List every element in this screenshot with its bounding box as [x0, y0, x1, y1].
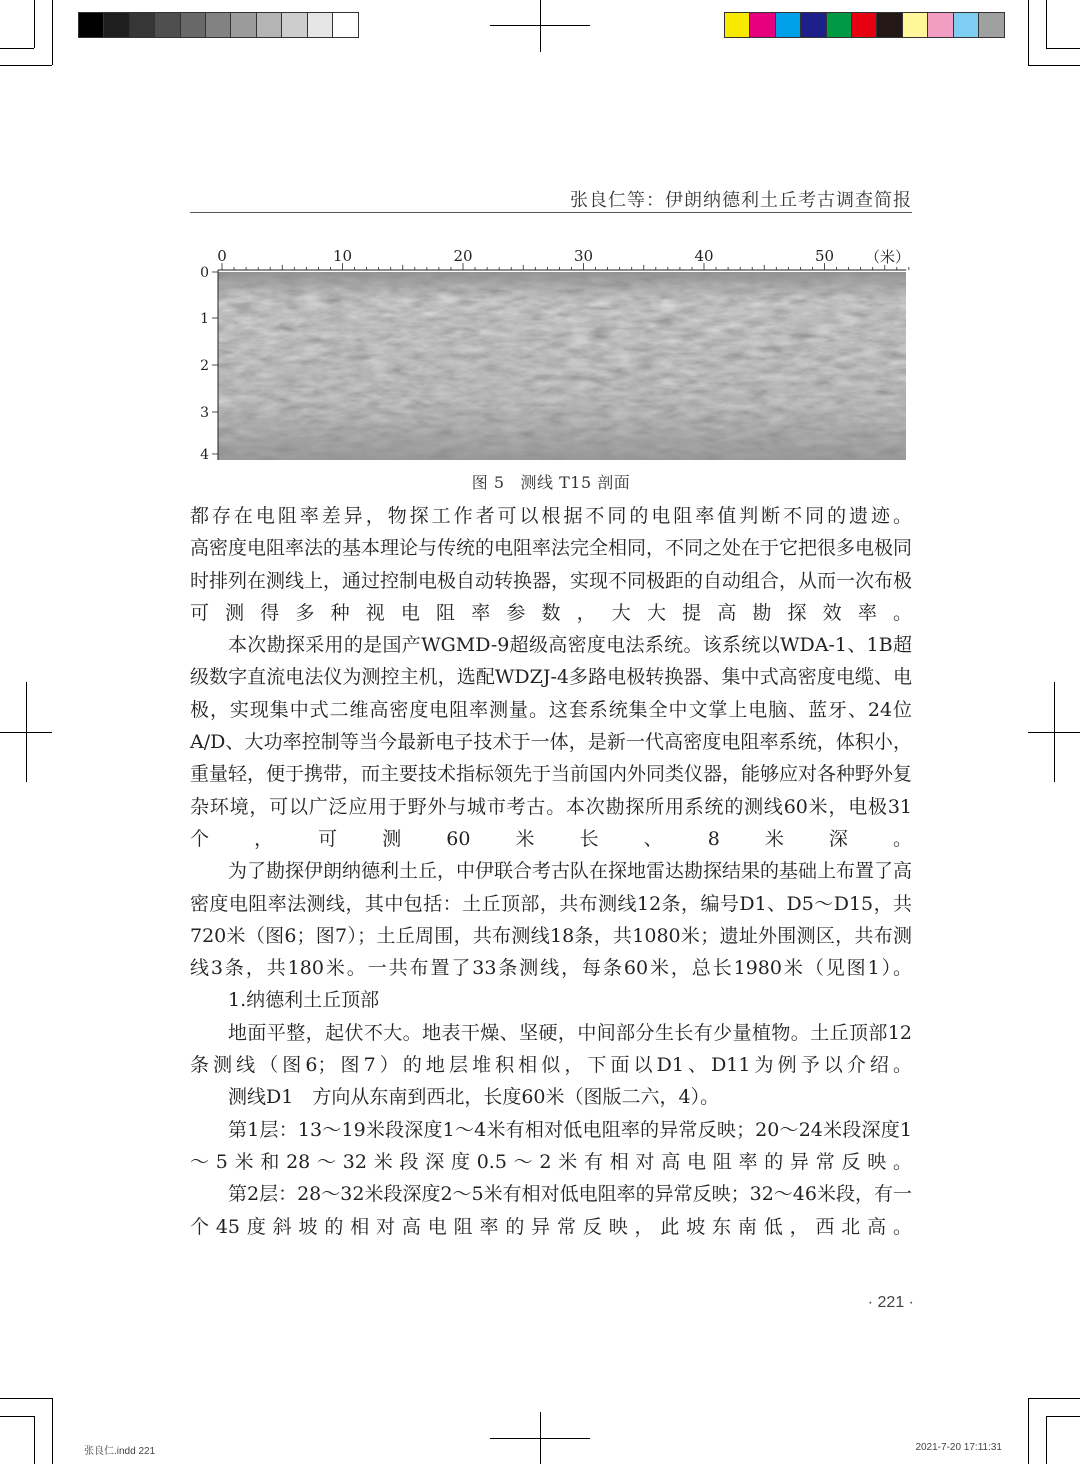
x-tick-label: 20 — [453, 247, 473, 265]
paragraph: 为了勘探伊朗纳德利土丘，中伊联合考古队在探地雷达勘探结果的基础上布置了高密度电阻率法测线，其中包括：土丘顶部，共布测线12条，编号D1、D5～D15，共720米（图6；图7）；土丘周围，共布测线18条，共1080米；遗址外围测区，共布测线3条，共180米。一共布置了33条测线，每条60米，总长1980米（见图1）。 — [190, 860, 913, 980]
y-tick-label: 2 — [200, 358, 209, 374]
x-tick-label: 0 — [217, 247, 227, 265]
body-text — [190, 500, 912, 1243]
paragraph: 都存在电阻率差异，物探工作者可以根据不同的电阻率值判断不同的遗迹。 — [190, 505, 912, 527]
calibration-swatch — [750, 13, 775, 37]
calibration-swatch — [725, 13, 750, 37]
y-tick-labels — [200, 265, 218, 462]
calibration-swatch — [827, 13, 852, 37]
calibration-swatch — [903, 13, 928, 37]
calibration-swatch — [282, 13, 307, 37]
x-tick-label: 10 — [332, 247, 353, 265]
paragraph: 第2层：28～32米段深度2～5米有相对低电阻率的异常反映；32～46米段，有一个45度斜坡的相对高电阻率的异常反映，此坡东南低，西北高。 — [190, 1183, 912, 1238]
calibration-swatch — [979, 13, 1004, 37]
slug-filename: 张良仁.indd 221 — [84, 1446, 156, 1457]
calibration-swatch — [308, 13, 333, 37]
slug-timestamp: 2021-7-20 17:11:31 — [915, 1442, 1002, 1453]
x-tick-label: 50 — [814, 247, 835, 265]
calibration-swatch — [852, 13, 877, 37]
y-tick-label: 1 — [200, 311, 209, 327]
grayscale-calibration-bar — [78, 12, 359, 38]
x-tick-label: 30 — [573, 247, 594, 265]
figure-number: 图 5 — [471, 473, 505, 492]
calibration-swatch — [877, 13, 902, 37]
calibration-swatch — [954, 13, 979, 37]
y-tick-label: 0 — [200, 265, 209, 281]
calibration-swatch — [104, 13, 129, 37]
calibration-swatch — [333, 13, 358, 37]
calibration-swatch — [257, 13, 282, 37]
x-tick-label: 40 — [694, 247, 714, 265]
y-tick-label: 4 — [200, 447, 209, 462]
calibration-swatch — [206, 13, 231, 37]
calibration-swatch — [130, 13, 155, 37]
calibration-swatch — [801, 13, 826, 37]
y-tick-label: 3 — [200, 405, 209, 421]
color-calibration-bar — [724, 12, 1005, 38]
figure-caption — [190, 470, 912, 493]
calibration-swatch — [79, 13, 104, 37]
calibration-swatch — [776, 13, 801, 37]
running-head: 张良仁等：伊朗纳德利土丘考古调查简报 — [570, 190, 912, 211]
paragraph: 地面平整，起伏不大。地表干燥、坚硬，中间部分生长有少量植物。土丘顶部12条测线（图6；图7）的地层堆积相似，下面以D1、D11为例予以介绍。 — [190, 1021, 912, 1077]
calibration-swatch — [231, 13, 256, 37]
paragraph: 第1层：13～19米段深度1～4米有相对低电阻率的异常反映；20～24米段深度1～5米和28～32米段深度0.5～2米有相对高电阻率的异常反映。 — [190, 1118, 912, 1173]
profile-image — [218, 272, 906, 460]
paragraph: 高密度电阻率法的基本理论与传统的电阻率法完全相同，不同之处在于它把很多电极同时排列在测线上，通过控制电极自动转换器，实现不同极距的自动组合，从而一次布极可测得多种视电阻率参数，大大提高勘探效率。 — [190, 537, 913, 624]
paragraph: 本次勘探采用的是国产WGMD-9超级高密度电法系统。该系统以WDA-1、1B超级数字直流电法仪为测控主机，选配WDZJ-4多路电极转换器、集中式高密度电缆、电极，实现集中式二维高密度电阻率测量。这套系统集全中文掌上电脑、蓝牙、24位A/D、大功率控制等当今最新电子技术于一体，是新一代高密度电阻率系统，体积小，重量轻，便于携带，而主要技术指标领先于当前国内外同类仪器，能够应对各种野外复杂环境，可以广泛应用于野外与城市考古。本次勘探所用系统的测线60米，电极31个，可测60米长、8米深。 — [190, 634, 913, 850]
paragraph: 1.纳德利土丘顶部 — [228, 989, 380, 1012]
calibration-swatch — [155, 13, 180, 37]
figure-5-gpr-profile — [190, 246, 912, 462]
x-tick-marks — [222, 263, 912, 270]
running-head-rule — [190, 212, 912, 213]
figure-title: 测线 T15 剖面 — [520, 473, 631, 492]
calibration-swatch — [928, 13, 953, 37]
page-number: · 221 · — [867, 1294, 914, 1311]
calibration-swatch — [181, 13, 206, 37]
x-tick-labels — [217, 247, 834, 265]
x-axis-unit: （米） — [865, 248, 911, 266]
paragraph: 测线D1 方向从东南到西北，长度60米（图版二六，4）。 — [228, 1086, 720, 1109]
